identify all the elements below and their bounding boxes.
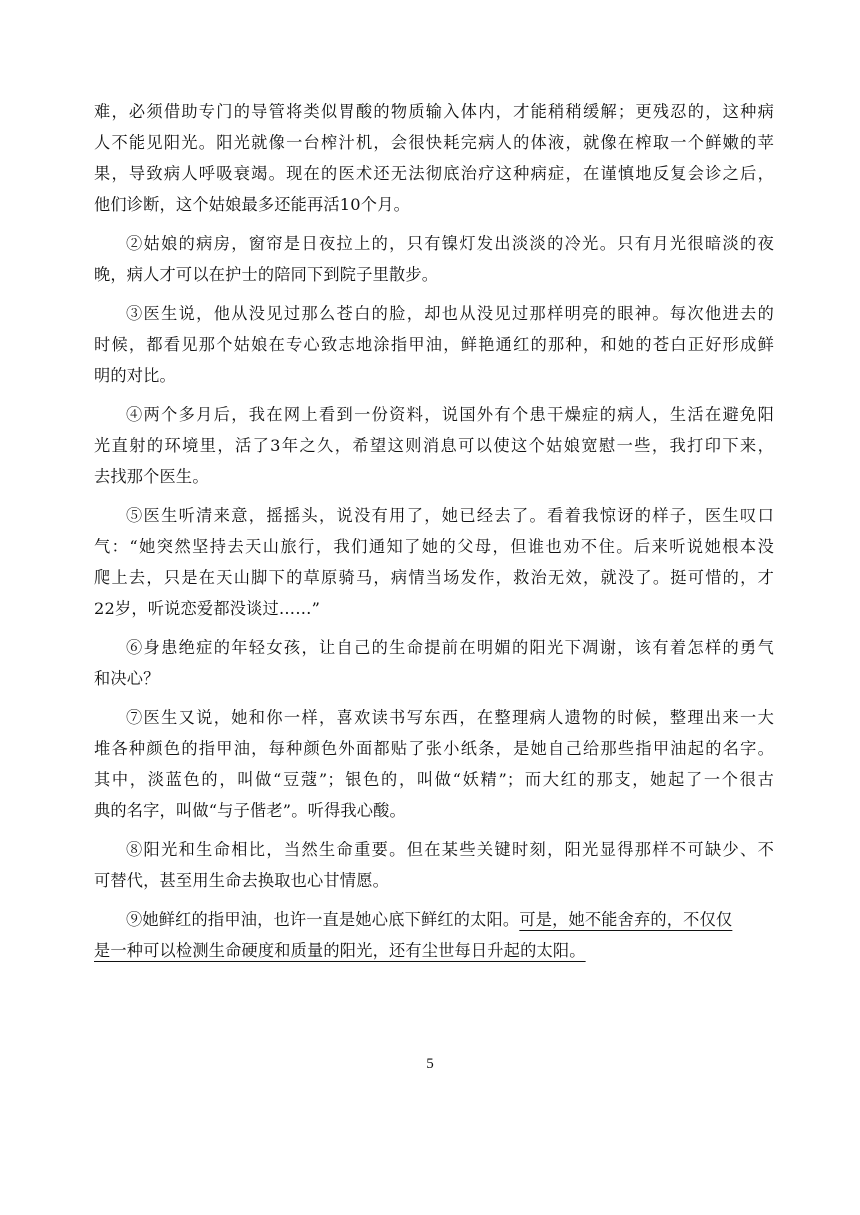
paragraph-7-line: 堆各种颜色的指甲油，每种颜色外面都贴了张小纸条，是她自己给那些指甲油起的名字。 [94,739,774,758]
paragraph-5-line: 爬上去，只是在天山脚下的草原骑马，病情当场发作，救治无效，就没了。挺可惜的，才 [94,568,774,587]
underlined-sentence: 可是，她不能舍弃的，不仅仅 [519,910,733,929]
paragraph-4-line: ④两个多月后，我在网上看到一份资料，说国外有个患干燥症的病人，生活在避免阳 [126,405,774,424]
paragraph-5-line: 气：“她突然坚持去天山旅行，我们通知了她的父母，但谁也劝不住。后来听说她根本没 [94,537,774,556]
paragraph-8-line: ⑧阳光和生命相比，当然生命重要。但在某些关键时刻，阳光显得那样不可缺少、不 [126,840,774,859]
text-line: 人不能见阳光。阳光就像一台榨汁机，会很快耗完病人的体液，就像在榨取一个鲜嫩的苹 [94,133,774,152]
text-line: 他们诊断，这个姑娘最多还能再活10个月。 [94,195,410,214]
paragraph-5-line: 22岁，听说恋爱都没谈过……” [94,599,321,618]
paragraph-3-line: 明的对比。 [94,366,176,385]
paragraph-8-line: 可替代，甚至用生命去换取也心甘情愿。 [94,871,389,890]
paragraph-6-line: 和决心？ [94,669,160,688]
paragraph-7-line: 典的名字，叫做“与子偕老”。听得我心酸。 [94,801,406,820]
paragraph-9-line [94,904,774,935]
paragraph-7-line: ⑦医生又说，她和你一样，喜欢读书写东西，在整理病人遗物的时候，整理出来一大 [126,708,774,727]
paragraph-7-line: 其中，淡蓝色的，叫做“豆蔻”；银色的，叫做“妖精”；而大红的那支，她起了一个很古 [94,770,774,789]
paragraph-4-line: 光直射的环境里，活了3年之久，希望这则消息可以使这个姑娘宽慰一些，我打印下来， [94,436,774,455]
paragraph-9-line [94,935,774,966]
paragraph-2-line: ②姑娘的病房，窗帘是日夜拉上的，只有镍灯发出淡淡的冷光。只有月光很暗淡的夜 [126,234,774,253]
paragraph-2-line: 晚，病人才可以在护士的陪同下到院子里散步。 [94,265,439,284]
text-line: 果，导致病人呼吸衰竭。现在的医术还无法彻底治疗这种病症，在谨慎地反复会诊之后， [94,164,774,183]
underlined-sentence: 是一种可以检测生命硬度和质量的阳光，还有尘世每日升起的太阳。 [94,941,586,960]
paragraph-9-text: ⑨她鲜红的指甲油，也许一直是她心底下鲜红的太阳。 [126,910,520,929]
page-number: 5 [426,1056,434,1072]
text-line: 难，必须借助专门的导管将类似胃酸的物质输入体内，才能稍稍缓解；更残忍的，这种病 [94,102,774,121]
body-text [94,96,774,966]
paragraph-6-line: ⑥身患绝症的年轻女孩，让自己的生命提前在明媚的阳光下凋谢，该有着怎样的勇气 [126,638,774,657]
paragraph-3-line: 时候，都看见那个姑娘在专心致志地涂指甲油，鲜艳通红的那种，和她的苍白正好形成鲜 [94,335,774,354]
paragraph-5-line: ⑤医生听清来意，摇摇头，说没有用了，她已经去了。看着我惊讶的样子，医生叹口 [126,506,774,525]
paragraph-3-line: ③医生说，他从没见过那么苍白的脸，却也从没见过那样明亮的眼神。每次他进去的 [126,304,774,323]
paragraph-4-line: 去找那个医生。 [94,467,209,486]
